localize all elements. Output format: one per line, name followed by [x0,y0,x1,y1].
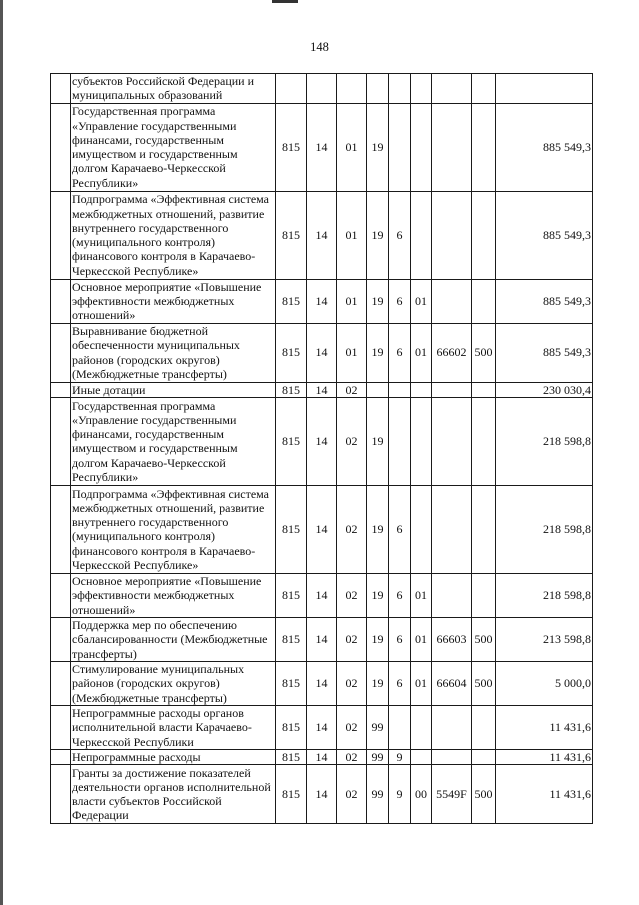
subprogram-code-cell: 6 [389,191,411,279]
expense-type-code-cell [472,103,496,191]
row-name-cell: Поддержка мер по обеспечению сбалансированности (Межбюджетные трансферты) [71,617,276,661]
section-code-cell: 14 [307,485,337,573]
row-index-cell [51,74,71,104]
section-code-cell: 14 [307,661,337,705]
expense-type-code-cell [472,705,496,749]
row-index-cell [51,485,71,573]
amount-cell: 213 598,8 [496,617,593,661]
program-code-cell: 99 [367,765,389,824]
event-code-cell [411,397,432,485]
expense-type-code-cell [472,749,496,764]
event-code-cell: 01 [411,279,432,323]
subsection-code-cell: 01 [337,103,367,191]
subsection-code-cell: 02 [337,573,367,617]
direction-code-cell: 5549F [432,765,472,824]
row-index-cell [51,705,71,749]
page-number: 148 [310,40,329,54]
event-code-cell [411,382,432,397]
section-code-cell: 14 [307,617,337,661]
event-code-cell: 00 [411,765,432,824]
table-row [51,74,593,104]
event-code-cell [411,749,432,764]
direction-code-cell [432,191,472,279]
row-name-cell: Государственная программа «Управление государственными финансами, государственным имуществом и государственным долгом Карачаево-Черкесской Республики» [71,103,276,191]
direction-code-cell: 66604 [432,661,472,705]
section-code-cell: 14 [307,279,337,323]
expense-type-code-cell [472,279,496,323]
subprogram-code-cell: 6 [389,661,411,705]
row-name-cell: субъектов Российской Федерации и муниципальных образований [71,74,276,104]
expense-type-code-cell [472,485,496,573]
subsection-code-cell: 02 [337,661,367,705]
row-name-cell: Непрограммные расходы органов исполнительной власти Карачаево-Черкесской Республики [71,705,276,749]
row-index-cell [51,323,71,382]
ministry-code-cell: 815 [276,103,307,191]
expense-type-code-cell: 500 [472,323,496,382]
table-row [51,382,593,397]
expense-type-code-cell: 500 [472,765,496,824]
direction-code-cell [432,573,472,617]
subsection-code-cell: 02 [337,765,367,824]
event-code-cell [411,191,432,279]
ministry-code-cell: 815 [276,765,307,824]
amount-cell: 218 598,8 [496,397,593,485]
ministry-code-cell: 815 [276,661,307,705]
event-code-cell [411,485,432,573]
row-name-cell: Непрограммные расходы [71,749,276,764]
direction-code-cell [432,382,472,397]
row-index-cell [51,765,71,824]
subprogram-code-cell: 6 [389,279,411,323]
section-code-cell: 14 [307,191,337,279]
subsection-code-cell: 01 [337,323,367,382]
direction-code-cell [432,103,472,191]
expense-type-code-cell: 500 [472,661,496,705]
program-code-cell [367,382,389,397]
row-index-cell [51,749,71,764]
direction-code-cell [432,279,472,323]
amount-cell: 11 431,6 [496,765,593,824]
table-row [51,103,593,191]
row-index-cell [51,661,71,705]
direction-code-cell [432,397,472,485]
amount-cell: 885 549,3 [496,103,593,191]
subsection-code-cell: 02 [337,397,367,485]
subprogram-code-cell [389,382,411,397]
section-code-cell: 14 [307,103,337,191]
amount-cell [496,74,593,104]
subprogram-code-cell: 6 [389,323,411,382]
subprogram-code-cell: 6 [389,573,411,617]
table-row [51,661,593,705]
direction-code-cell [432,485,472,573]
event-code-cell [411,74,432,104]
amount-cell: 218 598,8 [496,573,593,617]
expense-type-code-cell: 500 [472,617,496,661]
row-index-cell [51,191,71,279]
subsection-code-cell: 02 [337,485,367,573]
amount-cell: 11 431,6 [496,705,593,749]
section-code-cell: 14 [307,765,337,824]
direction-code-cell: 66602 [432,323,472,382]
subsection-code-cell: 02 [337,705,367,749]
row-name-cell: Стимулирование муниципальных районов (городских округов) (Межбюджетные трансферты) [71,661,276,705]
subprogram-code-cell [389,705,411,749]
ministry-code-cell: 815 [276,705,307,749]
section-code-cell: 14 [307,323,337,382]
table-row [51,765,593,824]
row-name-cell: Подпрограмма «Эффективная система межбюджетных отношений, развитие внутреннего государственного (муниципального контроля) финансового контроля в Карачаево-Черкесской Республике» [71,485,276,573]
subsection-code-cell: 02 [337,749,367,764]
subprogram-code-cell: 6 [389,485,411,573]
program-code-cell [367,74,389,104]
table-row [51,397,593,485]
row-name-cell: Подпрограмма «Эффективная система межбюджетных отношений, развитие внутреннего государственного (муниципального контроля) финансового контроля в Карачаево-Черкесской Республике» [71,191,276,279]
subprogram-code-cell [389,74,411,104]
event-code-cell [411,103,432,191]
program-code-cell: 19 [367,191,389,279]
ministry-code-cell: 815 [276,323,307,382]
program-code-cell: 19 [367,103,389,191]
row-name-cell: Государственная программа «Управление государственными финансами, государственным имуществом и государственным долгом Карачаево-Черкесской Республики» [71,397,276,485]
program-code-cell: 19 [367,397,389,485]
direction-code-cell: 66603 [432,617,472,661]
event-code-cell: 01 [411,661,432,705]
program-code-cell: 19 [367,617,389,661]
subprogram-code-cell: 9 [389,765,411,824]
ministry-code-cell: 815 [276,191,307,279]
row-index-cell [51,573,71,617]
row-index-cell [51,397,71,485]
ministry-code-cell [276,74,307,104]
table-row [51,617,593,661]
amount-cell: 885 549,3 [496,323,593,382]
program-code-cell: 19 [367,485,389,573]
direction-code-cell [432,749,472,764]
direction-code-cell [432,74,472,104]
amount-cell: 5 000,0 [496,661,593,705]
ministry-code-cell: 815 [276,397,307,485]
row-name-cell: Основное мероприятие «Повышение эффективности межбюджетных отношений» [71,573,276,617]
row-name-cell: Выравнивание бюджетной обеспеченности муниципальных районов (городских округов) (Межбюджетные трансферты) [71,323,276,382]
scan-top-mark [272,0,298,3]
amount-cell: 885 549,3 [496,191,593,279]
subprogram-code-cell: 9 [389,749,411,764]
ministry-code-cell: 815 [276,573,307,617]
ministry-code-cell: 815 [276,749,307,764]
scan-left-edge [0,0,3,905]
event-code-cell: 01 [411,323,432,382]
event-code-cell: 01 [411,573,432,617]
row-index-cell [51,279,71,323]
row-name-cell: Основное мероприятие «Повышение эффективности межбюджетных отношений» [71,279,276,323]
table-row [51,191,593,279]
subprogram-code-cell [389,397,411,485]
table-row [51,749,593,764]
amount-cell: 885 549,3 [496,279,593,323]
ministry-code-cell: 815 [276,617,307,661]
expense-type-code-cell [472,191,496,279]
program-code-cell: 19 [367,661,389,705]
section-code-cell: 14 [307,382,337,397]
program-code-cell: 19 [367,323,389,382]
ministry-code-cell: 815 [276,382,307,397]
budget-table [50,73,593,824]
row-index-cell [51,382,71,397]
subprogram-code-cell [389,103,411,191]
event-code-cell [411,705,432,749]
table-row [51,705,593,749]
subsection-code-cell: 02 [337,617,367,661]
subsection-code-cell: 02 [337,382,367,397]
row-index-cell [51,103,71,191]
expense-type-code-cell [472,397,496,485]
program-code-cell: 19 [367,573,389,617]
subprogram-code-cell: 6 [389,617,411,661]
expense-type-code-cell [472,573,496,617]
table-row [51,323,593,382]
event-code-cell: 01 [411,617,432,661]
ministry-code-cell: 815 [276,485,307,573]
subsection-code-cell [337,74,367,104]
amount-cell: 218 598,8 [496,485,593,573]
table-row [51,573,593,617]
expense-type-code-cell [472,74,496,104]
direction-code-cell [432,705,472,749]
program-code-cell: 19 [367,279,389,323]
expense-type-code-cell [472,382,496,397]
section-code-cell: 14 [307,749,337,764]
program-code-cell: 99 [367,749,389,764]
amount-cell: 230 030,4 [496,382,593,397]
table-row [51,279,593,323]
section-code-cell: 14 [307,705,337,749]
section-code-cell [307,74,337,104]
ministry-code-cell: 815 [276,279,307,323]
program-code-cell: 99 [367,705,389,749]
subsection-code-cell: 01 [337,191,367,279]
amount-cell: 11 431,6 [496,749,593,764]
subsection-code-cell: 01 [337,279,367,323]
row-index-cell [51,617,71,661]
section-code-cell: 14 [307,573,337,617]
budget-table-body [51,74,593,824]
section-code-cell: 14 [307,397,337,485]
table-row [51,485,593,573]
row-name-cell: Иные дотации [71,382,276,397]
row-name-cell: Гранты за достижение показателей деятельности органов исполнительной власти субъектов Российской Федерации [71,765,276,824]
